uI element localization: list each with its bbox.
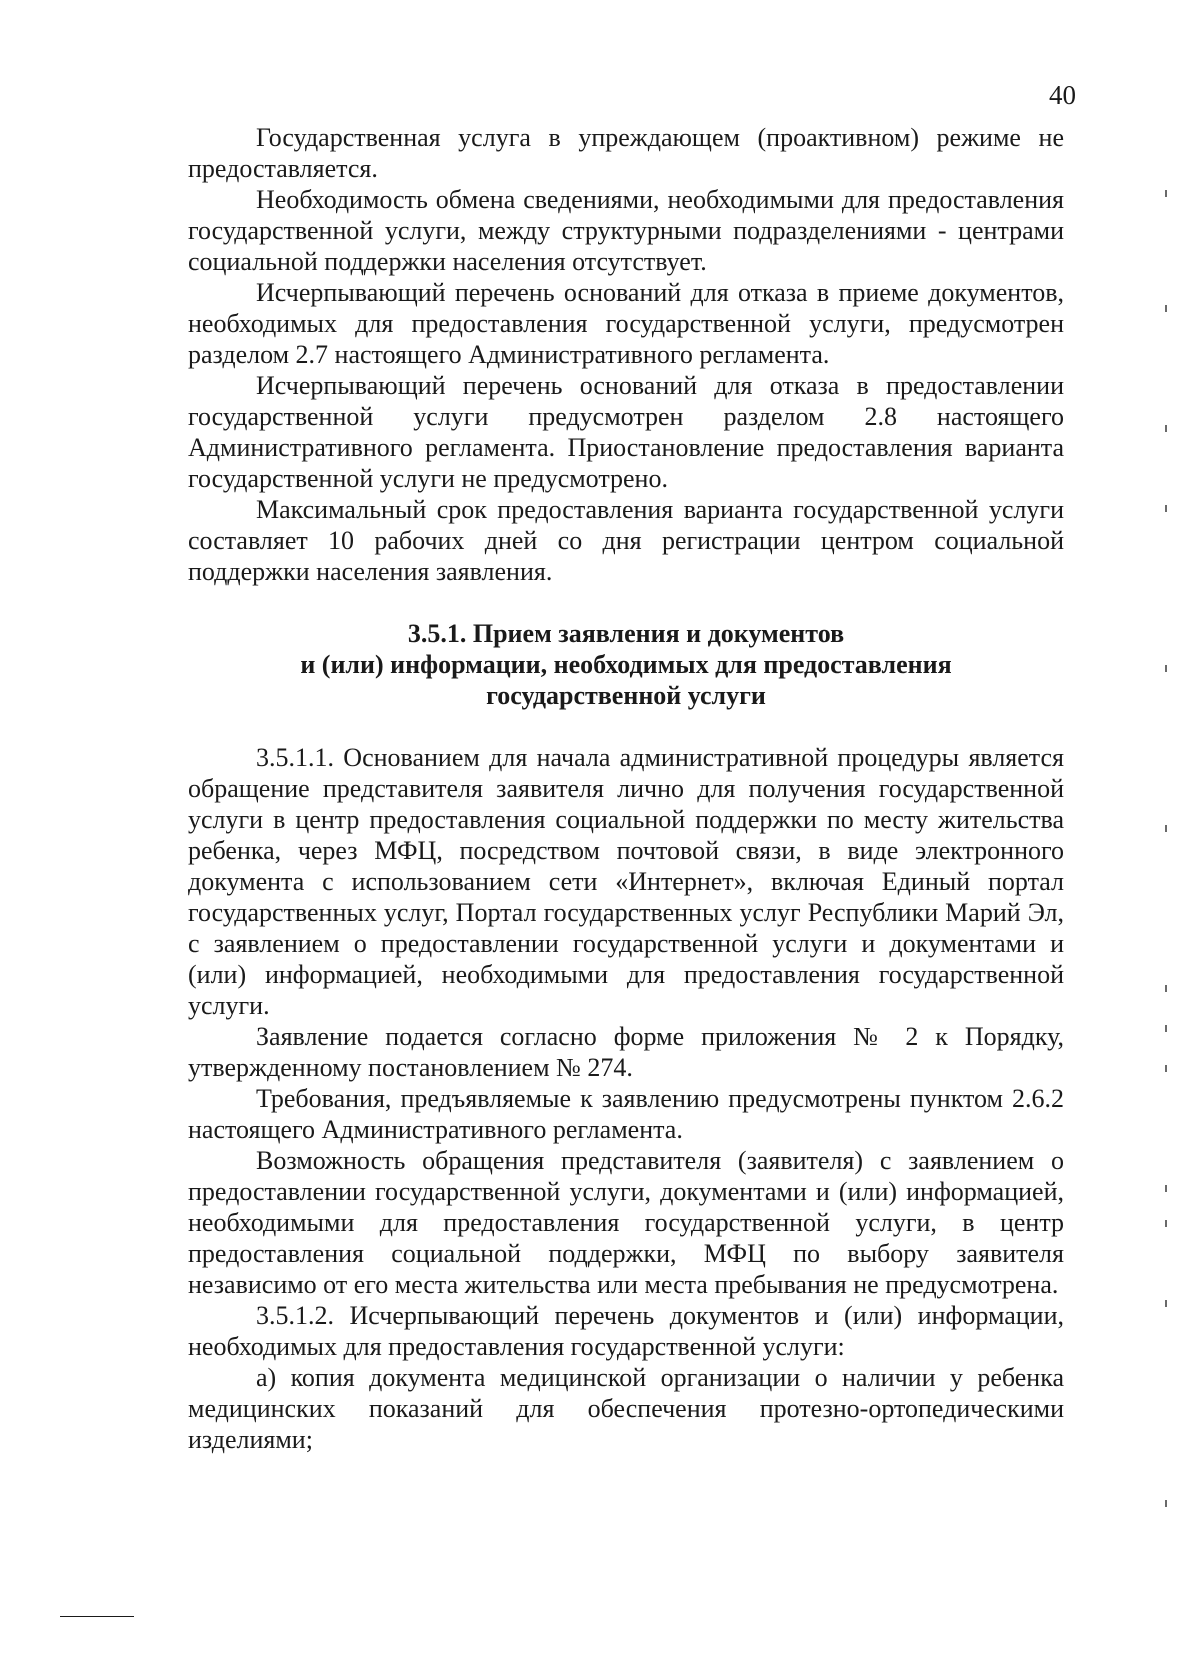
paragraph-application-form: Заявление подается согласно форме приложения № 2 к Порядку, утвержденному постановлением № 274. — [188, 1022, 1064, 1082]
paragraph-procedure-basis: 3.5.1.1. Основанием для начала административной процедуры является обращение представителя заявителя лично для получения государственной услуги в центр предоставления социальной поддержки по месту жительства ребенка, через МФЦ, посредством почтовой связи, в виде электронного документа с использованием сети «Интернет», включая Единый портал государственных услуг, Портал государственных услуг Республики Марий Эл, с заявлением о предоставлении государственной услуги и документами и (или) информацией, необходимыми для предоставления государственной услуги. — [188, 743, 1064, 1020]
scan-mark — [1165, 1065, 1167, 1072]
scan-mark — [1165, 985, 1167, 992]
scan-mark — [1165, 1025, 1167, 1032]
scan-mark — [1165, 665, 1167, 672]
scan-mark — [1165, 505, 1167, 512]
paragraph-application-requirements: Требования, предъявляемые к заявлению предусмотрены пунктом 2.6.2 настоящего Административного регламента. — [188, 1084, 1064, 1144]
scan-mark — [1165, 1185, 1167, 1192]
paragraph-refusal-service-grounds: Исчерпывающий перечень оснований для отказа в предоставлении государственной услуги предусмотрен разделом 2.8 настоящего Административного регламента. Приостановление предоставления варианта государственной услуги не предусмотрено. — [188, 371, 1064, 493]
list-item-medical-document: а) копия документа медицинской организации о наличии у ребенка медицинских показаний для обеспечения протезно-ортопедическими изделиями; — [188, 1363, 1064, 1454]
scan-mark — [1165, 825, 1167, 832]
paragraph-documents-list-intro: 3.5.1.2. Исчерпывающий перечень документов и (или) информации, необходимых для предоставления государственной услуги: — [188, 1301, 1064, 1361]
paragraph-refusal-reception-grounds: Исчерпывающий перечень оснований для отказа в приеме документов, необходимых для предоставления государственной услуги, предусмотрен разделом 2.7 настоящего Административного регламента. — [188, 278, 1064, 369]
scan-mark — [1165, 425, 1167, 432]
paragraph-information-exchange: Необходимость обмена сведениями, необходимыми для предоставления государственной услуги, между структурными подразделениями - центрами социальной поддержки населения отсутствует. — [188, 185, 1064, 276]
scan-mark — [1165, 305, 1167, 312]
paragraph-extraterritorial-principle: Возможность обращения представителя (заявителя) с заявлением о предоставлении государственной услуги, документами и (или) информацией, необходимыми для предоставления государственной услуги, в центр предоставления социальной поддержки, МФЦ по выбору заявителя независимо от его места жительства или места пребывания не предусмотрена. — [188, 1146, 1064, 1299]
document-body — [188, 122, 1064, 1455]
section-heading-line: 3.5.1. Прием заявления и документов — [407, 619, 845, 648]
page-number: 40 — [1049, 80, 1076, 110]
section-heading-line: и (или) информации, необходимых для предоставления — [300, 650, 952, 679]
paragraph-max-term: Максимальный срок предоставления варианта государственной услуги составляет 10 рабочих дней со дня регистрации центром социальной поддержки населения заявления. — [188, 495, 1064, 586]
section-heading-line: государственной услуги — [486, 681, 766, 710]
paragraph-proactive-mode: Государственная услуга в упреждающем (проактивном) режиме не предоставляется. — [188, 123, 1064, 183]
scan-mark — [1165, 1300, 1167, 1307]
scan-mark — [1165, 1500, 1167, 1507]
scan-mark — [1165, 190, 1167, 197]
scan-mark — [1165, 1220, 1167, 1227]
footer-rule — [60, 1616, 134, 1617]
section-heading — [188, 618, 1064, 711]
